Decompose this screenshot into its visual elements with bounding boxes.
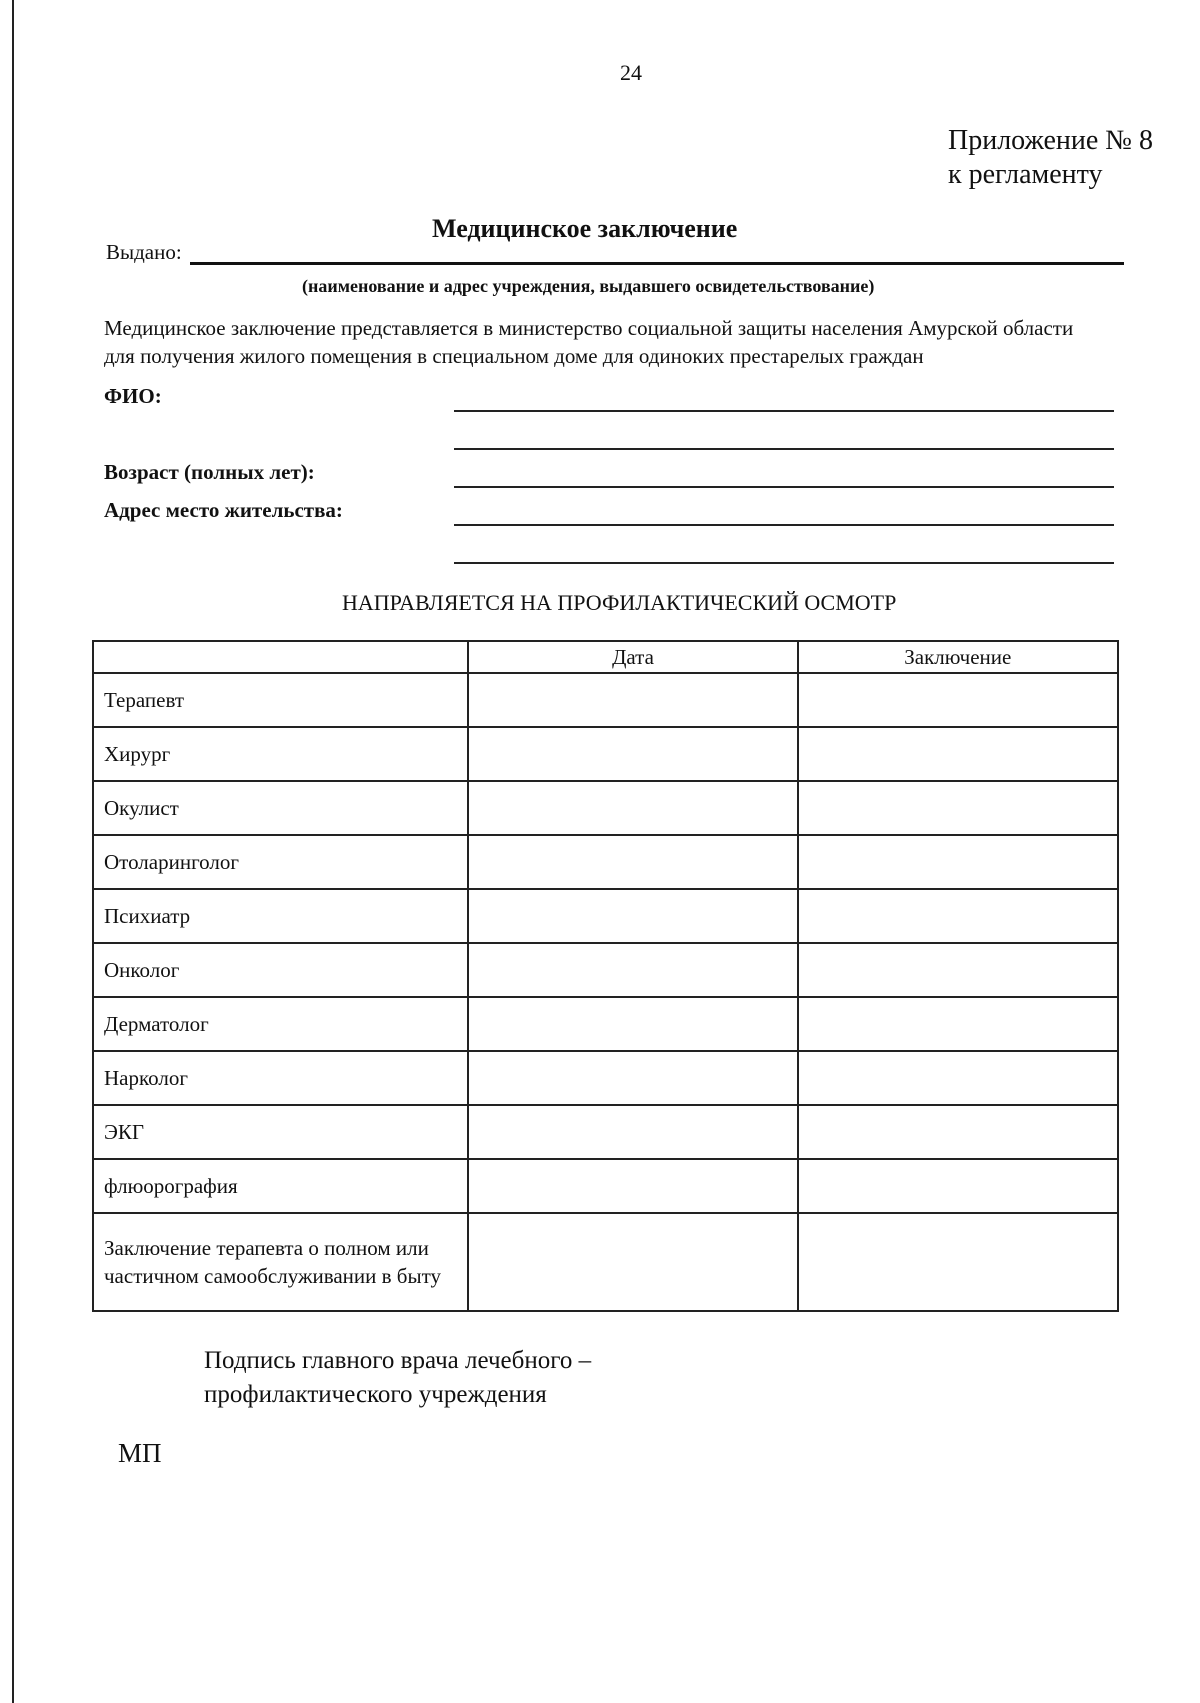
specialist-cell: ЭКГ: [93, 1105, 468, 1159]
table-row: [93, 673, 1118, 727]
conclusion-cell[interactable]: [798, 1213, 1118, 1311]
page-number: 24: [620, 60, 642, 85]
conclusion-cell[interactable]: [798, 889, 1118, 943]
date-cell[interactable]: [468, 781, 797, 835]
conclusion-cell[interactable]: [798, 781, 1118, 835]
address-label: Адрес место жительства:: [104, 498, 343, 522]
date-cell[interactable]: [468, 943, 797, 997]
specialist-cell: Окулист: [93, 781, 468, 835]
table-row: [93, 835, 1118, 889]
date-cell[interactable]: [468, 727, 797, 781]
stamp-label: МП: [118, 1438, 162, 1468]
header-specialist: [93, 641, 468, 673]
table-row: [93, 997, 1118, 1051]
document-title: Медицинское заключение: [432, 214, 738, 243]
date-cell[interactable]: [468, 889, 797, 943]
examination-table: [92, 640, 1119, 1312]
table-row: [93, 1159, 1118, 1213]
table-row: [93, 1051, 1118, 1105]
specialist-cell: Хирург: [93, 727, 468, 781]
header-date: Дата: [468, 641, 797, 673]
age-label: Возраст (полных лет):: [104, 460, 315, 484]
table-row: [93, 1105, 1118, 1159]
specialist-cell: Дерматолог: [93, 997, 468, 1051]
date-cell[interactable]: [468, 1213, 797, 1311]
table-row: [93, 781, 1118, 835]
specialist-cell: Онколог: [93, 943, 468, 997]
specialist-cell: Заключение терапевта о полном или частичном самообслуживании в быту: [93, 1213, 468, 1311]
address-input-line-2[interactable]: [454, 562, 1114, 564]
appendix-line-1: Приложение № 8: [948, 125, 1153, 156]
date-cell[interactable]: [468, 835, 797, 889]
specialist-cell: флюорография: [93, 1159, 468, 1213]
conclusion-cell[interactable]: [798, 1105, 1118, 1159]
intro-paragraph: Медицинское заключение представляется в министерство социальной защиты населения Амурской области для получения жилого помещения в специальном доме для одиноких престарелых граждан: [104, 316, 1074, 368]
issued-input-line[interactable]: [190, 262, 1124, 265]
date-cell[interactable]: [468, 997, 797, 1051]
fio-input-line-1[interactable]: [454, 410, 1114, 412]
conclusion-cell[interactable]: [798, 673, 1118, 727]
age-input-line[interactable]: [454, 486, 1114, 488]
appendix-note: [948, 124, 1153, 192]
table-row: [93, 1213, 1118, 1311]
conclusion-cell[interactable]: [798, 727, 1118, 781]
signature-block: [204, 1344, 591, 1412]
conclusion-cell[interactable]: [798, 997, 1118, 1051]
address-input-line-1[interactable]: [454, 524, 1114, 526]
conclusion-cell[interactable]: [798, 835, 1118, 889]
date-cell[interactable]: [468, 1105, 797, 1159]
signature-line-1: Подпись главного врача лечебного –: [204, 1347, 592, 1374]
header-conclusion: Заключение: [798, 641, 1118, 673]
page-edge: [12, 0, 14, 1703]
date-cell[interactable]: [468, 673, 797, 727]
specialist-cell: Нарколог: [93, 1051, 468, 1105]
specialist-cell: Психиатр: [93, 889, 468, 943]
conclusion-cell[interactable]: [798, 1159, 1118, 1213]
issued-label: Выдано:: [106, 240, 182, 264]
specialist-cell: Терапевт: [93, 673, 468, 727]
section-heading: НАПРАВЛЯЕТСЯ НА ПРОФИЛАКТИЧЕСКИЙ ОСМОТР: [342, 590, 897, 615]
table-row: [93, 727, 1118, 781]
specialist-cell: Отоларинголог: [93, 835, 468, 889]
issued-caption: (наименование и адрес учреждения, выдавшего освидетельствование): [302, 276, 875, 296]
appendix-line-2: к регламенту: [948, 159, 1103, 190]
fio-label: ФИО:: [104, 384, 162, 408]
date-cell[interactable]: [468, 1051, 797, 1105]
table-row: [93, 889, 1118, 943]
table-header-row: [93, 641, 1118, 673]
date-cell[interactable]: [468, 1159, 797, 1213]
conclusion-cell[interactable]: [798, 1051, 1118, 1105]
table-row: [93, 943, 1118, 997]
fio-input-line-2[interactable]: [454, 448, 1114, 450]
signature-line-2: профилактического учреждения: [204, 1381, 547, 1408]
conclusion-cell[interactable]: [798, 943, 1118, 997]
